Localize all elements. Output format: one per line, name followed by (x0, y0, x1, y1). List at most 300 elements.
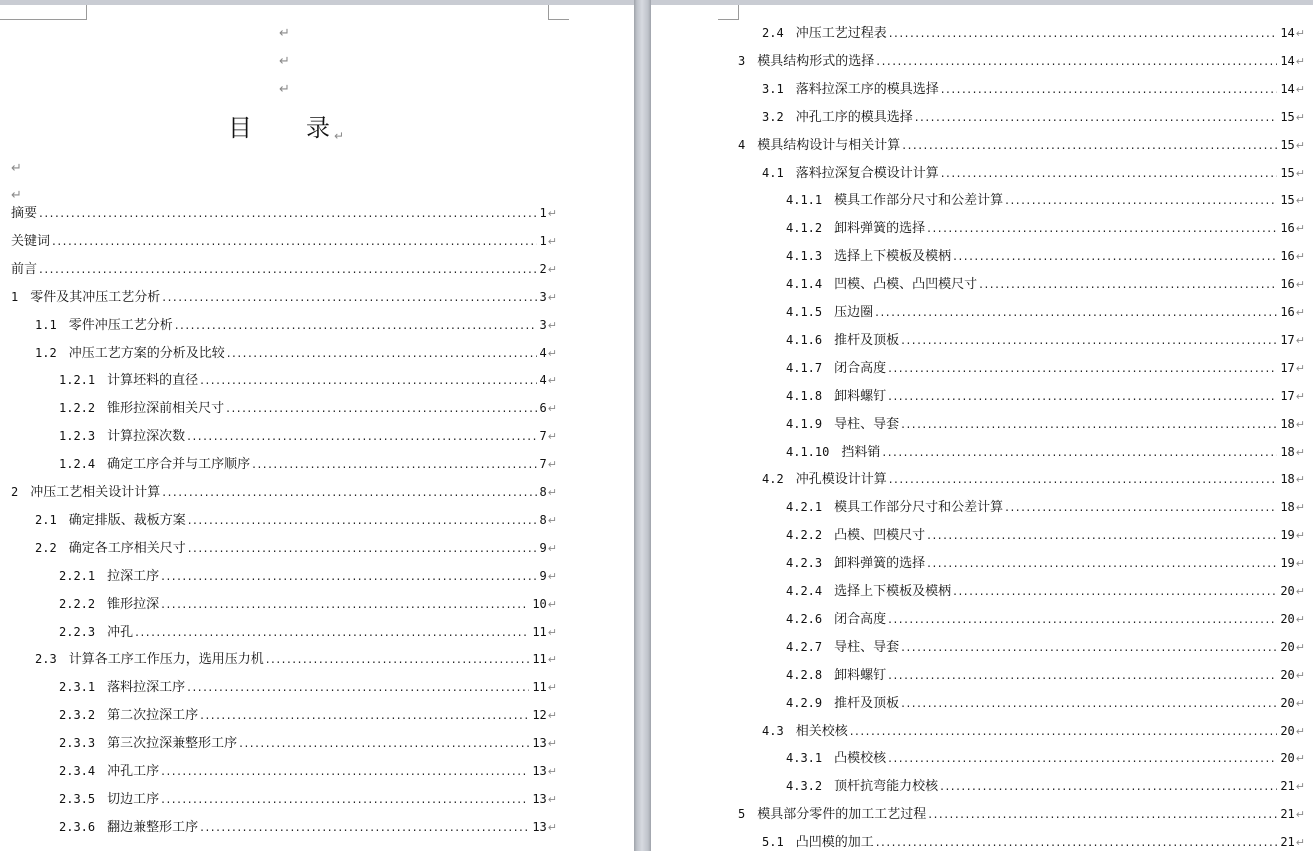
toc-entry-number: 2.1 (35, 512, 57, 527)
toc-entry-page-number: 8 (539, 512, 547, 527)
toc-dot-leader (889, 22, 1278, 44)
toc-entry-page-number: 8 (539, 485, 547, 499)
toc-entry-number: 4.2.6 (786, 611, 823, 626)
toc-dot-leader (252, 453, 536, 475)
paragraph-mark: ↵ (11, 161, 22, 176)
toc-entry-label: 模具工作部分尺寸和公差计算 (834, 193, 1004, 209)
toc-entry-label: 冲压工艺过程表 (795, 26, 887, 41)
toc-entry[interactable] (59, 788, 557, 810)
toc-entry-number: 4.2.3 (786, 556, 823, 571)
document-page-right[interactable] (651, 5, 1313, 851)
toc-entry-page-number: 19 (1280, 556, 1295, 571)
toc-entry-page-number: 15 (1280, 109, 1295, 124)
toc-entry-number: 2.3.6 (59, 819, 96, 834)
toc-entry-label: 计算各工序工作压力，选用压力机 (68, 652, 264, 668)
toc-entry-label: 落料拉深工序的模具选择 (795, 81, 939, 97)
toc-dot-leader (188, 509, 537, 531)
crop-mark-top-right (548, 5, 569, 20)
toc-entry-page-number: 7 (539, 457, 547, 472)
toc-entry-label: 压边圈 (834, 305, 874, 320)
toc-entry-label: 落料拉深复合模设计计算 (795, 165, 939, 181)
toc-entry-number: 4.2.2 (786, 528, 823, 543)
toc-entry-page-number: 18 (1280, 472, 1295, 487)
toc-entry[interactable] (786, 329, 1305, 351)
toc-entry-label: 拉深工序 (107, 568, 160, 584)
toc-entry-page-number: 20 (1280, 723, 1295, 738)
toc-entry-number: 2.2.1 (59, 568, 96, 583)
toc-entry[interactable] (35, 314, 557, 336)
toc-title-char: 目 (228, 114, 252, 142)
toc-dot-leader (39, 258, 537, 280)
toc-entry-number: 2.3.3 (59, 736, 96, 751)
toc-dot-leader (200, 816, 529, 838)
toc-entry-label: 选择上下模板及模柄 (834, 249, 952, 265)
toc-entry-page-number: 1 (539, 233, 547, 248)
toc-entry-label: 锥形拉深前相关尺寸 (107, 401, 225, 417)
toc-entry-label: 卸料弹簧的选择 (834, 221, 926, 237)
toc-entry-label: 前言 (11, 261, 38, 277)
toc-entry-number: 4.1.8 (786, 388, 823, 403)
toc-entry-label: 凸凹模的加工 (795, 835, 874, 851)
toc-dot-leader (941, 162, 1278, 184)
toc-entry[interactable] (786, 217, 1305, 239)
toc-entry[interactable] (59, 621, 557, 643)
paragraph-mark: ↵ (547, 541, 557, 555)
toc-entry-page-number: 14 (1280, 81, 1295, 96)
toc-dot-leader (161, 565, 536, 587)
toc-entry[interactable] (762, 78, 1305, 100)
paragraph-mark: ↵ (279, 26, 290, 41)
toc-entry-number: 4.2.7 (786, 639, 823, 654)
toc-entry-label: 顶杆抗弯能力校核 (834, 779, 939, 795)
toc-entry-label: 凹模、凸模、凸凹模尺寸 (834, 277, 978, 293)
toc-entry-page-number: 21 (1280, 835, 1295, 850)
paragraph-mark: ↵ (547, 569, 557, 583)
toc-entry-page-number: 10 (532, 596, 547, 611)
toc-entry-label: 模具结构形式的选择 (757, 53, 875, 69)
toc-entry-label: 凸模、凹模尺寸 (834, 528, 926, 544)
toc-entry-number: 2.2.2 (59, 596, 96, 611)
toc-dot-leader (889, 468, 1278, 490)
paragraph-mark: ↵ (1295, 194, 1305, 208)
toc-entry-label: 第二次拉深工序 (107, 708, 199, 724)
toc-entry-label: 导柱、导套 (834, 416, 900, 432)
toc-entry[interactable] (59, 676, 557, 698)
toc-entry[interactable] (762, 162, 1305, 184)
paragraph-mark: ↵ (547, 792, 557, 806)
paragraph-mark: ↵ (1295, 27, 1305, 40)
paragraph-mark: ↵ (547, 765, 557, 778)
toc-entry-page-number: 6 (539, 401, 547, 416)
toc-entry-number: 4.1.7 (786, 360, 823, 375)
toc-dot-leader (161, 788, 529, 810)
toc-entry-page-number: 4 (539, 373, 547, 388)
toc-entry-number: 3.1 (762, 81, 784, 96)
toc-entry-number: 5.1 (762, 835, 784, 850)
toc-entry[interactable] (738, 134, 1305, 156)
toc-entry-label: 推杆及顶板 (834, 332, 900, 348)
toc-entry-label: 确定各工序相关尺寸 (68, 540, 186, 556)
toc-entry[interactable] (786, 301, 1305, 323)
toc-dot-leader (888, 747, 1277, 769)
toc-entry-label: 关键词 (11, 233, 51, 249)
toc-entry[interactable] (59, 732, 557, 754)
toc-entry[interactable] (762, 468, 1305, 490)
toc-dot-leader (927, 217, 1277, 239)
paragraph-mark: ↵ (1295, 640, 1305, 654)
toc-entry-page-number: 3 (539, 289, 547, 304)
paragraph-mark: ↵ (547, 820, 557, 834)
toc-entry-number: 1.2.3 (59, 429, 96, 444)
paragraph-mark: ↵ (1295, 752, 1305, 766)
toc-entry-number: 4.2.8 (786, 667, 823, 682)
paragraph-mark: ↵ (1295, 808, 1305, 822)
toc-entry-page-number: 20 (1280, 695, 1295, 710)
toc-entry-page-number: 15 (1280, 165, 1295, 180)
toc-entry-number: 2.4 (762, 26, 784, 40)
paragraph-mark: ↵ (547, 402, 557, 416)
toc-entry[interactable] (762, 720, 1305, 742)
toc-dot-leader (1005, 496, 1277, 518)
paragraph-mark: ↵ (1295, 389, 1305, 403)
toc-entry-label: 模具部分零件的加工工艺过程 (757, 807, 927, 823)
toc-dot-leader (953, 580, 1277, 602)
toc-entry-page-number: 3 (539, 317, 547, 332)
toc-dot-leader (188, 537, 537, 559)
paragraph-mark: ↵ (547, 625, 557, 639)
toc-entry-label: 选择上下模板及模柄 (834, 584, 952, 599)
toc-dot-leader (39, 202, 537, 224)
toc-dot-leader (1005, 189, 1277, 211)
paragraph-mark: ↵ (547, 597, 557, 611)
toc-dot-leader (927, 524, 1277, 546)
toc-entry-number: 4.3.1 (786, 751, 823, 766)
toc-dot-leader (901, 692, 1277, 714)
toc-entry-page-number: 16 (1280, 221, 1295, 236)
toc-entry-page-number: 12 (532, 708, 547, 723)
toc-entry-number: 5 (738, 807, 746, 822)
paragraph-mark: ↵ (1295, 110, 1305, 124)
toc-entry[interactable] (786, 273, 1305, 295)
toc-entry-page-number: 13 (532, 791, 547, 806)
toc-entry-number: 4.3.2 (786, 779, 823, 794)
toc-entry[interactable] (786, 775, 1305, 797)
toc-dot-leader (200, 369, 536, 391)
toc-dot-leader (227, 342, 537, 364)
toc-entry[interactable] (11, 202, 557, 224)
paragraph-mark: ↵ (1295, 361, 1305, 375)
toc-entry-label: 零件冲压工艺分析 (68, 317, 173, 333)
toc-dot-leader (901, 636, 1277, 658)
paragraph-mark: ↵ (547, 681, 557, 695)
toc-entry-number: 2.3.4 (59, 764, 96, 778)
toc-entry[interactable] (11, 230, 557, 252)
toc-entry-page-number: 9 (539, 540, 547, 555)
toc-entry-number: 4.1.6 (786, 332, 823, 347)
toc-entry-page-number: 18 (1280, 444, 1295, 459)
toc-dot-leader (239, 732, 529, 754)
toc-dot-leader (888, 385, 1277, 407)
toc-dot-leader (901, 413, 1277, 435)
toc-entry[interactable] (59, 565, 557, 587)
toc-entry-page-number: 16 (1280, 305, 1295, 319)
toc-entry-page-number: 18 (1280, 416, 1295, 431)
toc-entry-page-number: 21 (1280, 779, 1295, 794)
toc-dot-leader (888, 357, 1277, 379)
toc-entry-label: 闭合高度 (834, 611, 887, 627)
toc-dot-leader (888, 608, 1277, 630)
toc-entry-page-number: 19 (1280, 528, 1295, 543)
toc-dot-leader (901, 329, 1277, 351)
paragraph-mark: ↵ (547, 737, 557, 751)
toc-entry-label: 摘要 (11, 206, 38, 221)
toc-entry[interactable] (35, 509, 557, 531)
toc-dot-leader (200, 704, 529, 726)
toc-dot-leader (52, 230, 537, 252)
toc-entry[interactable] (738, 50, 1305, 72)
toc-entry-label: 落料拉深工序 (107, 680, 186, 696)
paragraph-mark: ↵ (547, 346, 557, 360)
page-gutter (634, 0, 651, 851)
paragraph-mark: ↵ (547, 709, 557, 723)
toc-dot-leader (882, 441, 1277, 463)
toc-entry-label: 模具工作部分尺寸和公差计算 (834, 500, 1004, 516)
toc-dot-leader (953, 245, 1277, 267)
toc-entry-number: 4.2.1 (786, 500, 823, 515)
toc-entry[interactable] (786, 580, 1305, 602)
paragraph-mark: ↵ (1295, 612, 1305, 626)
toc-entry-number: 4 (738, 137, 746, 152)
toc-entry-page-number: 17 (1280, 332, 1295, 347)
paragraph-mark: ↵ (547, 318, 557, 332)
toc-entry[interactable] (786, 496, 1305, 518)
toc-entry[interactable] (11, 258, 557, 280)
paragraph-mark: ↵ (1295, 82, 1305, 96)
toc-entry-number: 1.2.4 (59, 457, 96, 472)
toc-entry[interactable] (786, 357, 1305, 379)
toc-entry[interactable] (738, 803, 1305, 825)
toc-entry[interactable] (35, 342, 557, 364)
toc-entry-page-number: 20 (1280, 611, 1295, 626)
toc-dot-leader (850, 720, 1278, 742)
toc-entry[interactable] (786, 413, 1305, 435)
toc-entry-label: 第三次拉深兼整形工序 (107, 736, 238, 752)
toc-entry[interactable] (786, 189, 1305, 211)
toc-dot-leader (187, 425, 536, 447)
toc-title-char: 录 (306, 114, 330, 142)
toc-entry-label: 确定工序合并与工序顺序 (107, 457, 251, 473)
toc-dot-leader (226, 397, 536, 419)
toc-entry-page-number: 20 (1280, 584, 1295, 598)
document-page-left[interactable] (0, 5, 634, 851)
paragraph-mark: ↵ (547, 458, 557, 472)
toc-entry-label: 计算坯料的直径 (107, 373, 199, 389)
toc-entry-number: 2.2 (35, 540, 57, 555)
toc-entry-number: 4.2.9 (786, 695, 823, 710)
paragraph-mark: ↵ (1295, 222, 1305, 236)
crop-mark-top-left (0, 5, 87, 20)
toc-entry-page-number: 13 (532, 819, 547, 834)
toc-dot-leader (940, 775, 1277, 797)
paragraph-mark: ↵ (334, 129, 345, 143)
toc-entry-number: 2 (11, 485, 19, 499)
toc-entry[interactable] (11, 481, 557, 503)
paragraph-mark: ↵ (547, 486, 557, 499)
toc-dot-leader (875, 301, 1277, 323)
toc-entry-page-number: 15 (1280, 137, 1295, 152)
paragraph-mark: ↵ (547, 430, 557, 444)
toc-entry-page-number: 16 (1280, 249, 1295, 264)
toc-dot-leader (928, 803, 1277, 825)
toc-entry-page-number: 18 (1280, 500, 1295, 515)
toc-entry-number: 1.2.2 (59, 401, 96, 416)
toc-entry-number: 2.3.5 (59, 791, 96, 806)
paragraph-mark: ↵ (1295, 836, 1305, 850)
toc-dot-leader (161, 593, 529, 615)
toc-entry[interactable] (11, 286, 557, 308)
toc-entry-number: 4.2 (762, 472, 784, 487)
toc-entry[interactable] (786, 524, 1305, 546)
paragraph-mark: ↵ (1295, 333, 1305, 347)
toc-entry[interactable] (786, 245, 1305, 267)
toc-entry[interactable] (59, 760, 557, 782)
toc-dot-leader (979, 273, 1277, 295)
toc-entry-page-number: 7 (539, 429, 547, 444)
paragraph-mark: ↵ (1295, 278, 1305, 292)
toc-entry-number: 1.1 (35, 317, 57, 332)
paragraph-mark: ↵ (1295, 696, 1305, 710)
toc-entry-label: 闭合高度 (834, 360, 887, 376)
toc-entry-label: 零件及其冲压工艺分析 (30, 289, 161, 305)
paragraph-mark: ↵ (547, 374, 557, 388)
toc-entry-number: 3.2 (762, 109, 784, 124)
crop-mark-top-left (718, 5, 739, 20)
toc-entry[interactable] (786, 552, 1305, 574)
toc-entry-page-number: 2 (539, 261, 547, 276)
toc-entry[interactable] (786, 747, 1305, 769)
toc-entry-number: 4.1.10 (786, 444, 830, 459)
toc-entry-page-number: 14 (1280, 26, 1295, 40)
toc-entry-page-number: 20 (1280, 751, 1295, 766)
paragraph-mark: ↵ (279, 82, 290, 97)
toc-entry-label: 翻边兼整形工序 (107, 819, 199, 835)
paragraph-mark: ↵ (1295, 473, 1305, 487)
paragraph-mark: ↵ (1295, 668, 1305, 682)
toc-entry[interactable] (59, 704, 557, 726)
toc-entry-page-number: 17 (1280, 360, 1295, 375)
toc-entry-label: 卸料弹簧的选择 (834, 556, 926, 572)
toc-entry[interactable] (59, 397, 557, 419)
toc-entry-page-number: 11 (532, 680, 547, 695)
toc-dot-leader (876, 831, 1278, 851)
toc-entry-page-number: 13 (532, 764, 547, 778)
toc-entry[interactable] (786, 608, 1305, 630)
toc-entry[interactable] (59, 453, 557, 475)
paragraph-mark: ↵ (547, 653, 557, 667)
toc-entry-page-number: 11 (532, 624, 547, 639)
toc-entry-number: 4.1.9 (786, 416, 823, 431)
toc-entry-page-number: 11 (532, 652, 547, 667)
toc-entry-page-number: 13 (532, 736, 547, 751)
toc-entry-number: 1.2 (35, 345, 57, 360)
paragraph-mark: ↵ (547, 290, 557, 304)
toc-dot-leader (162, 286, 536, 308)
toc-entry-number: 4.3 (762, 723, 784, 738)
toc-entry-number: 2.3 (35, 652, 57, 667)
toc-entry-number: 4.1.4 (786, 277, 823, 292)
toc-entry-number: 4.1.1 (786, 193, 823, 208)
toc-entry-page-number: 1 (539, 206, 547, 220)
toc-entry[interactable] (762, 831, 1305, 851)
toc-entry-label: 冲孔模设计计算 (795, 472, 887, 488)
toc-entry-label: 冲压工艺方案的分析及比较 (68, 345, 225, 361)
toc-entry-page-number: 17 (1280, 388, 1295, 403)
toc-entry[interactable] (35, 648, 557, 670)
toc-entry[interactable] (786, 636, 1305, 658)
toc-entry[interactable] (35, 537, 557, 559)
toc-entry-label: 模具结构设计与相关计算 (757, 137, 901, 153)
toc-dot-leader (876, 50, 1277, 72)
toc-entry-page-number: 14 (1280, 53, 1295, 68)
toc-entry-label: 凸模校核 (834, 751, 887, 767)
toc-entry-label: 导柱、导套 (834, 639, 900, 655)
toc-dot-leader (175, 314, 537, 336)
toc-entry-label: 锥形拉深 (107, 596, 160, 612)
paragraph-mark: ↵ (1295, 306, 1305, 319)
toc-entry-number: 4.1.2 (786, 221, 823, 236)
toc-dot-leader (902, 134, 1277, 156)
toc-entry-number: 4.1.3 (786, 249, 823, 264)
toc-dot-leader (888, 664, 1277, 686)
toc-dot-leader (161, 760, 529, 782)
paragraph-mark: ↵ (1295, 529, 1305, 543)
paragraph-mark: ↵ (1295, 54, 1305, 68)
paragraph-mark: ↵ (547, 513, 557, 527)
toc-dot-leader (927, 552, 1277, 574)
toc-entry-page-number: 9 (539, 568, 547, 583)
toc-entry-number: 4.2.4 (786, 584, 823, 598)
toc-entry-label: 推杆及顶板 (834, 695, 900, 711)
toc-entry-number: 1.2.1 (59, 373, 96, 388)
paragraph-mark: ↵ (279, 54, 290, 69)
toc-entry[interactable] (59, 369, 557, 391)
toc-entry-label: 卸料螺钉 (834, 388, 887, 404)
toc-entry[interactable] (786, 385, 1305, 407)
toc-entry-number: 2.3.1 (59, 680, 96, 695)
toc-entry[interactable] (59, 593, 557, 615)
toc-entry[interactable] (59, 816, 557, 838)
toc-entry[interactable] (786, 692, 1305, 714)
toc-entry-number: 2.3.2 (59, 708, 96, 723)
toc-entry[interactable] (786, 441, 1305, 463)
toc-entry-label: 冲压工艺相关设计计算 (30, 485, 161, 500)
toc-dot-leader (941, 78, 1278, 100)
toc-entry[interactable] (786, 664, 1305, 686)
paragraph-mark: ↵ (1295, 417, 1305, 431)
toc-entry[interactable] (762, 106, 1305, 128)
paragraph-mark: ↵ (1295, 557, 1305, 571)
paragraph-mark: ↵ (547, 234, 557, 248)
toc-entry[interactable] (59, 425, 557, 447)
toc-entry-label: 冲孔 (107, 624, 134, 640)
toc-entry-number: 2.2.3 (59, 624, 96, 639)
toc-dot-leader (915, 106, 1278, 128)
paragraph-mark: ↵ (547, 262, 557, 276)
paragraph-mark: ↵ (1295, 138, 1305, 152)
toc-entry[interactable] (762, 22, 1305, 44)
toc-entry-page-number: 15 (1280, 193, 1295, 208)
toc-entry-label: 卸料螺钉 (834, 667, 887, 683)
